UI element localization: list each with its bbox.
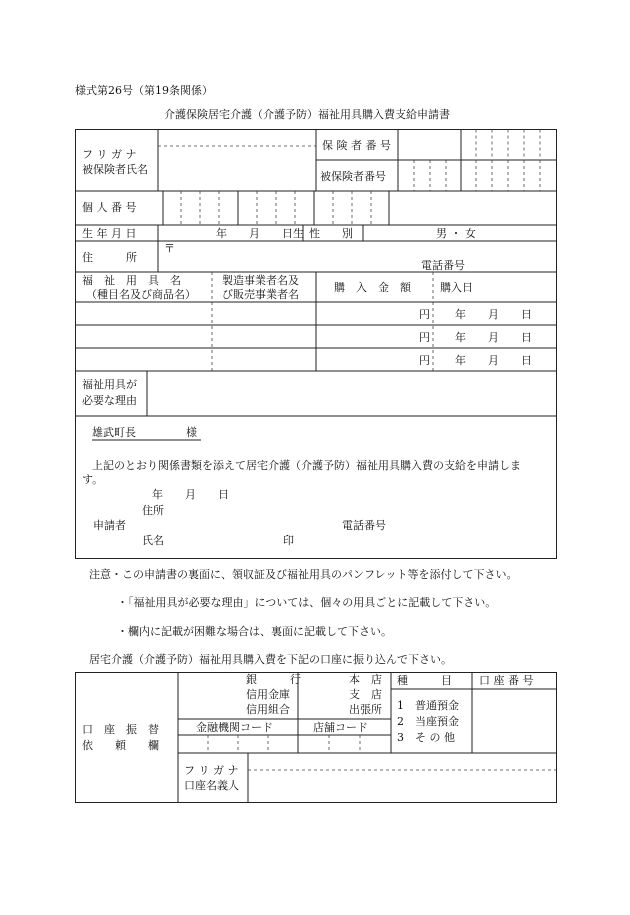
maker-subheader: び販売事業者名 xyxy=(222,288,299,301)
address-field[interactable] xyxy=(176,243,554,270)
item-3-maker-field[interactable] xyxy=(214,349,314,370)
reason-label-line1: 福祉用具が xyxy=(82,378,137,391)
applicant-name-field[interactable] xyxy=(172,533,277,546)
institution-code-label: 金融機関コード xyxy=(196,721,273,734)
insured-name-label: 被保険者氏名 xyxy=(82,163,148,176)
note-3: ・欄内に記載が困難な場合は、裏面に記載して下さい。 xyxy=(117,625,392,638)
note-1: 注意・この申請書の裏面に、領収証及び福祉用具のパンフレット等を添付して下さい。 xyxy=(89,568,518,581)
holder-name-field[interactable] xyxy=(250,772,554,800)
account-type-option-2[interactable]: 2 当座預金 xyxy=(397,715,459,728)
item-2-maker-field[interactable] xyxy=(214,326,314,347)
branch-code-field[interactable] xyxy=(300,737,389,751)
personal-number-field[interactable] xyxy=(165,193,387,223)
item-3-yen: 円 xyxy=(419,354,430,367)
applicant-address-label: 住所 xyxy=(142,504,164,517)
sex-options[interactable]: 男 ・ 女 xyxy=(436,227,476,240)
insured-name-field[interactable] xyxy=(160,148,314,189)
account-type-label: 種 目 xyxy=(397,674,452,687)
item-1-name-field[interactable] xyxy=(77,303,210,324)
item-3-date[interactable]: 年 月 日 xyxy=(455,354,532,367)
insurer-number-field[interactable] xyxy=(400,131,554,158)
bank-section-label-line2: 依 頼 欄 xyxy=(82,739,159,752)
note-2: ・「福祉用具が必要な理由」については、個々の用具ごとに記載して下さい。 xyxy=(117,596,497,609)
item-1-amount-field[interactable] xyxy=(318,303,418,324)
item-2-yen: 円 xyxy=(419,331,430,344)
birth-date-label: 生 年 月 日 xyxy=(82,227,137,240)
address-phone-label: 電話番号 xyxy=(421,259,465,272)
application-body-line2: す。 xyxy=(82,473,104,486)
shinkin-label: 信用金庫 xyxy=(246,688,290,701)
item-name-header: 福 祉 用 具 名 xyxy=(82,274,181,287)
addressee: 雄武町長 xyxy=(92,426,136,439)
maker-header: 製造事業者名及 xyxy=(222,274,299,287)
applicant-phone-label: 電話番号 xyxy=(342,519,386,532)
shiten-label: 支 店 xyxy=(349,688,382,701)
bank-name-field[interactable] xyxy=(180,674,242,717)
birth-date-field[interactable]: 年 月 日生 xyxy=(216,227,304,240)
honten-label: 本 店 xyxy=(349,673,382,686)
account-number-field[interactable] xyxy=(474,691,554,751)
purchase-date-header: 購入日 xyxy=(440,281,473,294)
item-3-amount-field[interactable] xyxy=(318,349,418,370)
branch-code-label: 店舗コード xyxy=(313,721,368,734)
reason-label-line2: 必要な理由 xyxy=(82,394,137,407)
amount-header: 購 入 金 額 xyxy=(334,281,411,294)
applicant-phone-field[interactable] xyxy=(395,518,550,531)
sex-label: 性 別 xyxy=(309,227,353,240)
item-1-yen: 円 xyxy=(419,308,430,321)
item-3-name-field[interactable] xyxy=(77,349,210,370)
honorific: 様 xyxy=(186,426,197,439)
furigana-field[interactable] xyxy=(160,131,314,144)
item-2-amount-field[interactable] xyxy=(318,326,418,347)
branch-name-field[interactable] xyxy=(300,674,345,717)
account-type-option-1[interactable]: 1 普通預金 xyxy=(397,699,459,712)
form-title: 介護保険居宅介護（介護予防）福祉用具購入費支給申請書 xyxy=(164,108,450,121)
item-1-date[interactable]: 年 月 日 xyxy=(455,308,532,321)
transfer-intro: 居宅介護（介護予防）福祉用具購入費を下記の口座に振り込んで下さい。 xyxy=(89,653,452,666)
holder-furigana-label: フ リ ガ ナ xyxy=(184,764,239,777)
bank-section-label-line1: 口 座 振 替 xyxy=(82,723,159,736)
kumiai-label: 信用組合 xyxy=(246,703,290,716)
application-date[interactable]: 年 月 日 xyxy=(152,488,229,501)
item-2-name-field[interactable] xyxy=(77,326,210,347)
insured-number-label: 被保険者番号 xyxy=(320,170,386,183)
insurer-number-label: 保 険 者 番 号 xyxy=(322,139,391,152)
institution-code-field[interactable] xyxy=(180,737,296,751)
applicant-label: 申請者 xyxy=(93,519,126,532)
account-number-label: 口 座 番 号 xyxy=(479,674,534,687)
reason-field[interactable] xyxy=(149,373,554,414)
applicant-address-field[interactable] xyxy=(172,503,552,516)
bank-label: 銀 行 xyxy=(246,673,301,686)
postal-mark: 〒 xyxy=(164,242,175,255)
shucchojo-label: 出張所 xyxy=(349,703,382,716)
account-type-option-3[interactable]: 3 そ の 他 xyxy=(397,731,455,744)
personal-number-label: 個 人 番 号 xyxy=(82,201,137,214)
seal-mark: 印 xyxy=(283,534,294,547)
applicant-name-label: 氏名 xyxy=(142,534,164,547)
holder-name-label: 口座名義人 xyxy=(184,779,239,792)
item-name-subheader: （種目名及び商品名） xyxy=(86,288,196,301)
application-body-line1: 上記のとおり関係書類を添えて居宅介護（介護予防）福祉用具購入費の支給を申請しま xyxy=(92,459,521,472)
address-label: 住 所 xyxy=(82,251,137,264)
item-2-date[interactable]: 年 月 日 xyxy=(455,331,532,344)
form-number: 様式第26号（第19条関係） xyxy=(75,84,213,97)
insured-number-field[interactable] xyxy=(400,162,554,189)
item-1-maker-field[interactable] xyxy=(214,303,314,324)
holder-furigana-field[interactable] xyxy=(250,755,554,768)
furigana-label: フ リ ガ ナ xyxy=(82,148,137,161)
